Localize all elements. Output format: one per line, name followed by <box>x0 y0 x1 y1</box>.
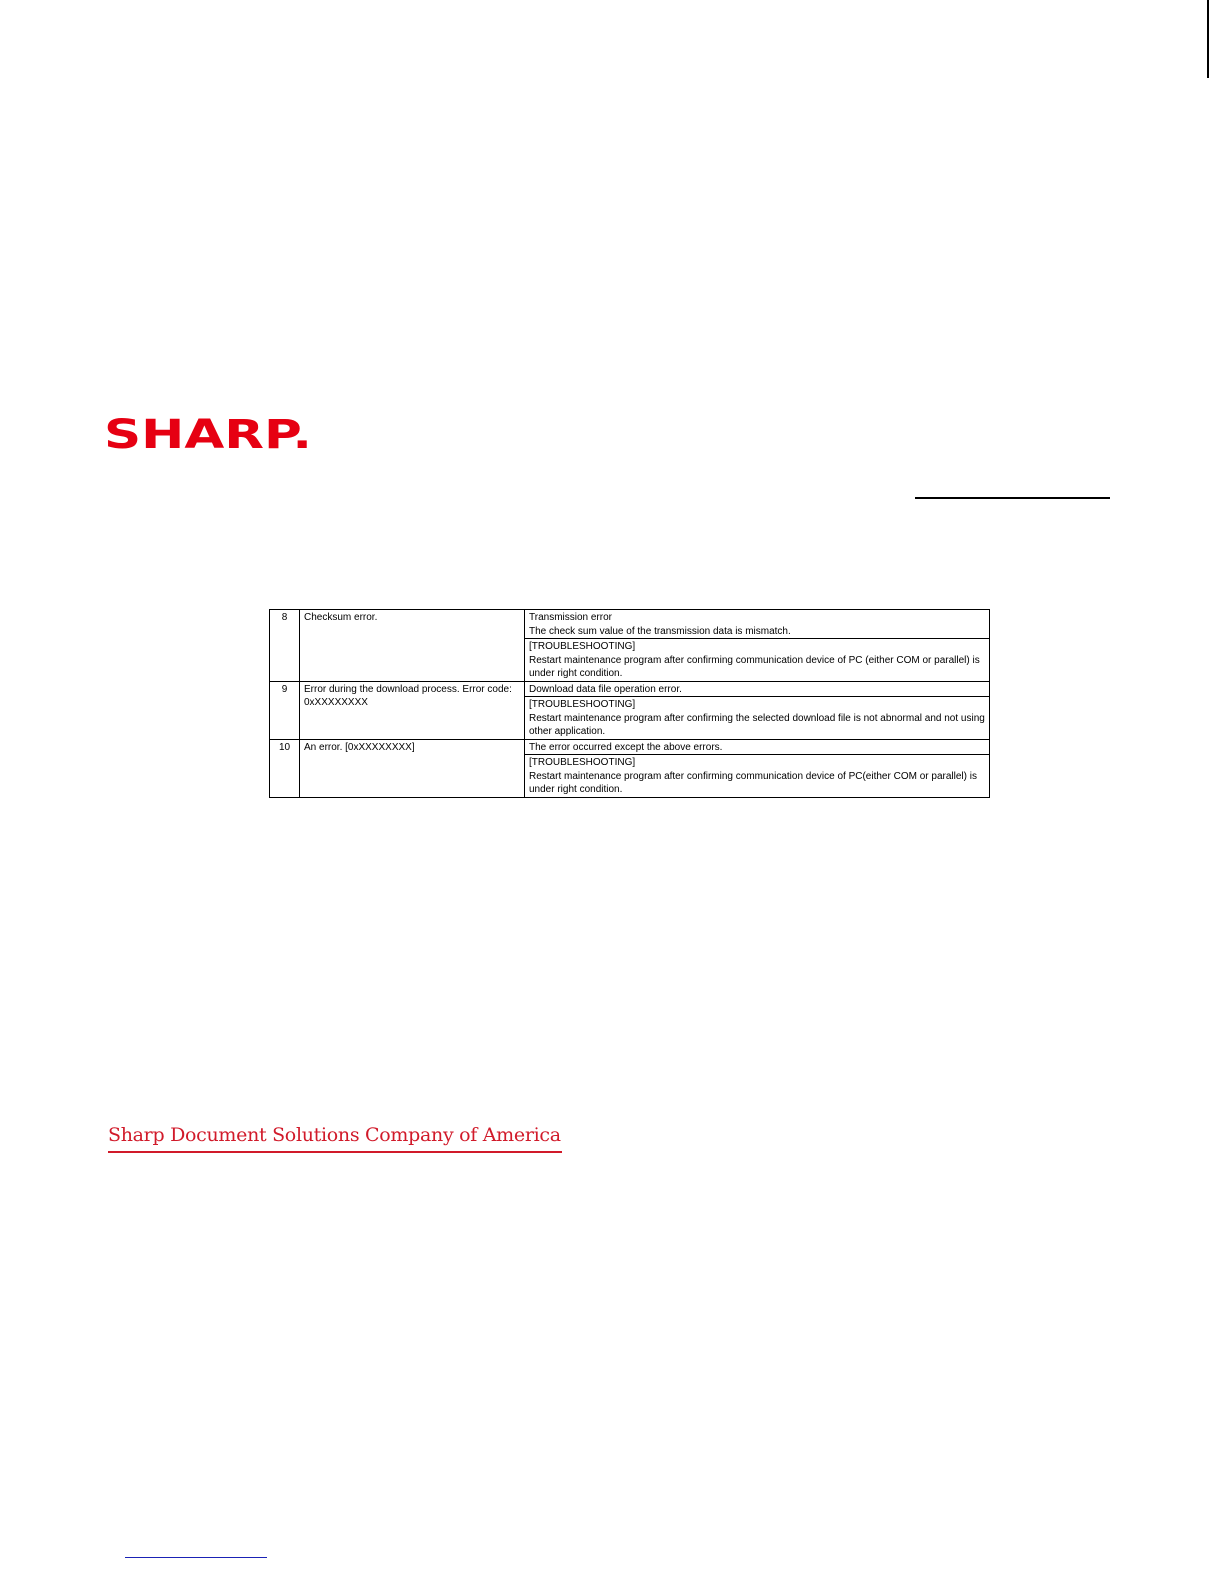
error-message: Checksum error. <box>300 610 525 682</box>
troubleshooting-text: [TROUBLESHOOTING] Restart maintenance program after confirming communication device of PC (either COM or parallel) is under right condition. <box>525 639 990 682</box>
error-number: 10 <box>270 739 300 797</box>
error-cause: The error occurred except the above errors. <box>525 739 990 755</box>
error-number: 8 <box>270 610 300 682</box>
sharp-logo <box>104 413 314 455</box>
table-row <box>270 681 990 697</box>
error-message: Error during the download process. Error code: 0xXXXXXXXX <box>300 681 525 739</box>
bottom-link-rule <box>125 1557 267 1558</box>
table-row <box>270 739 990 755</box>
troubleshooting-text: [TROUBLESHOOTING] Restart maintenance program after confirming communication device of PC(either COM or parallel) is under right condition. <box>525 755 990 798</box>
page-edge-rule <box>1207 0 1209 78</box>
error-message-table <box>269 609 990 798</box>
header-rule <box>915 497 1110 499</box>
svg-text:SHARP.: SHARP. <box>104 413 312 455</box>
error-message: An error. [0xXXXXXXXX] <box>300 739 525 797</box>
footer-company-name: Sharp Document Solutions Company of America <box>108 1124 561 1146</box>
troubleshooting-text: [TROUBLESHOOTING] Restart maintenance program after confirming the selected download file is not abnormal and not using other application. <box>525 697 990 740</box>
error-cause: Download data file operation error. <box>525 681 990 697</box>
footer-underline <box>108 1151 562 1153</box>
error-number: 9 <box>270 681 300 739</box>
error-cause: Transmission error The check sum value of the transmission data is mismatch. <box>525 610 990 639</box>
table-row <box>270 610 990 639</box>
